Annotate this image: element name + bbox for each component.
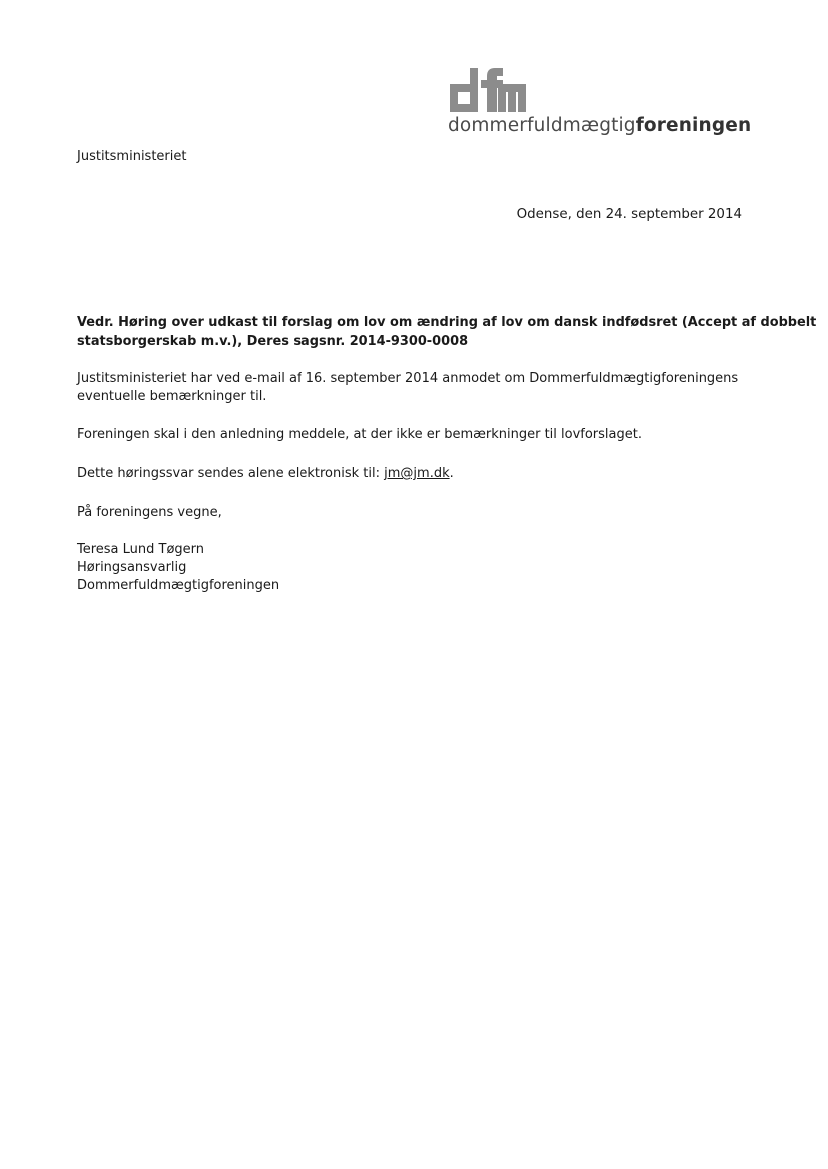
body-paragraph-1-line-1: Justitsministeriet har ved e-mail af 16. september 2014 anmodet om Dommerfuldmægtigforeningens	[77, 371, 739, 386]
dfm-logo-mark	[448, 66, 528, 114]
body-paragraph-2: Foreningen skal i den anledning meddele, at der ikke er bemærkninger til lovforslaget.	[77, 427, 642, 442]
logo-wordmark	[448, 115, 751, 136]
body-paragraph-3-suffix: .	[449, 466, 454, 481]
subject-heading	[77, 313, 816, 351]
body-paragraph-3	[77, 465, 454, 483]
letterhead-logo	[448, 66, 752, 140]
email-link[interactable]: jm@jm.dk	[384, 466, 450, 481]
signature-organization: Dommerfuldmægtigforeningen	[77, 578, 280, 593]
recipient: Justitsministeriet	[77, 149, 187, 164]
subject-line-2: statsborgerskab m.v.), Deres sagsnr. 2014-9300-0008	[77, 334, 469, 349]
logo-wordmark-light: dommerfuldmægtig	[448, 115, 636, 136]
body-paragraph-1	[77, 370, 738, 406]
subject-line-1: Vedr. Høring over udkast til forslag om lov om ændring af lov om dansk indfødsret (Accept af dobbelt	[77, 315, 817, 330]
logo-wordmark-bold: foreningen	[635, 115, 752, 136]
body-paragraph-1-line-2: eventuelle bemærkninger til.	[77, 389, 267, 404]
date-line: Odense, den 24. september 2014	[516, 207, 742, 222]
signature-name: Teresa Lund Tøgern	[77, 542, 205, 557]
signature-title: Høringsansvarlig	[77, 560, 187, 575]
signature-block	[77, 541, 279, 595]
closing-phrase: På foreningens vegne,	[77, 505, 222, 520]
body-paragraph-3-prefix: Dette høringssvar sendes alene elektronisk til:	[77, 466, 385, 481]
